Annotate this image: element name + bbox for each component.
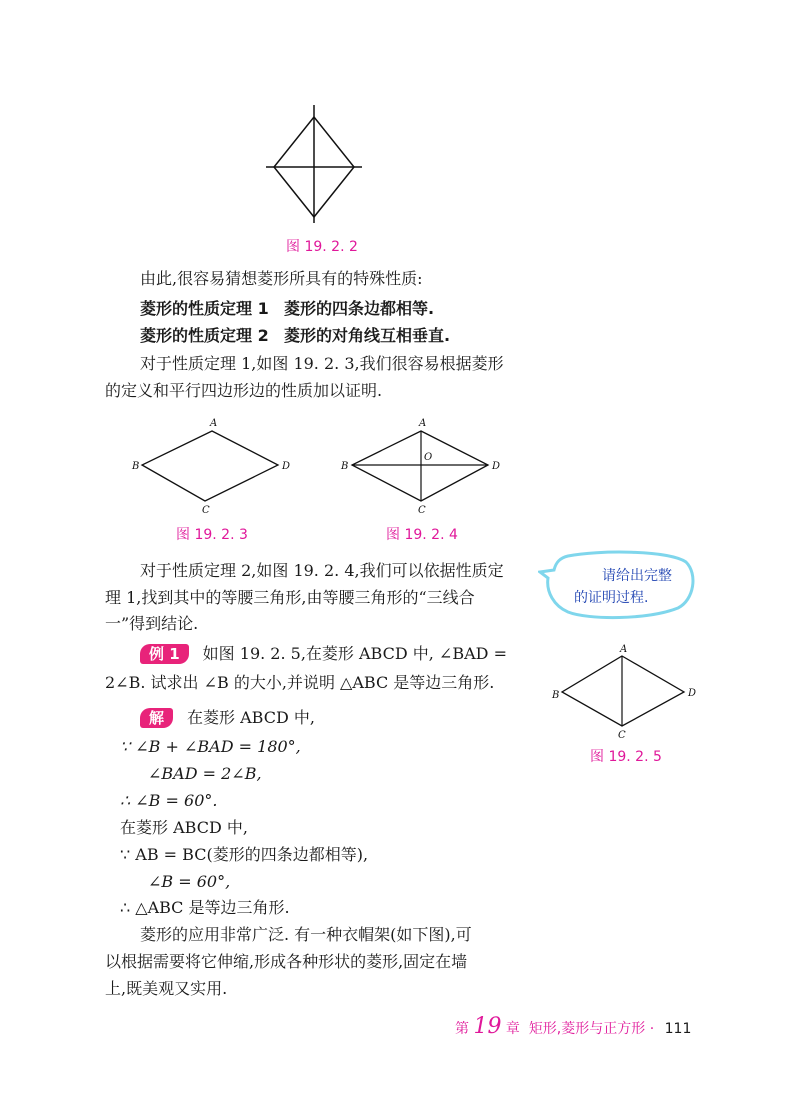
theorem-2-title: 菱形的性质定理 2 xyxy=(140,326,269,345)
label-d: D xyxy=(492,461,501,472)
figure-19-2-2 xyxy=(262,105,366,225)
hint-bubble xyxy=(538,548,698,624)
example-badge: 例 1 xyxy=(140,644,189,664)
label-c: C xyxy=(618,730,626,740)
label-d: D xyxy=(282,461,291,472)
chapter-number: 19 xyxy=(473,1014,502,1039)
theorem-1-body: 菱形的四条边都相等. xyxy=(283,299,435,318)
label-a: A xyxy=(620,644,628,655)
theorem-1-title: 菱形的性质定理 1 xyxy=(140,299,269,318)
solution-line-4: ∴ ∠B = 60°. xyxy=(120,791,218,810)
solution-line-1 xyxy=(140,708,315,728)
paragraph-3-line-1: 菱形的应用非常广泛. 有一种衣帽架(如下图),可 xyxy=(140,925,472,944)
paragraph-2-line-1: 对于性质定理 2,如图 19. 2. 4,我们可以依据性质定 xyxy=(140,561,504,580)
paragraph-3-line-2: 以根据需要将它伸缩,形成各种形状的菱形,固定在墙 xyxy=(105,952,468,971)
label-d: D xyxy=(688,688,697,699)
solution-line-6: ∵ AB = BC(菱形的四条边都相等), xyxy=(120,845,369,864)
rhombus-shape xyxy=(562,656,684,726)
page-footer xyxy=(455,1014,691,1039)
solution-line-2: ∵ ∠B + ∠BAD = 180°, xyxy=(120,737,301,756)
figure-19-2-5 xyxy=(548,642,708,740)
label-c: C xyxy=(418,505,426,515)
label-a: A xyxy=(419,418,427,429)
solution-line-8: ∴ △ABC 是等边三角形. xyxy=(120,898,290,917)
figure-caption-19-2-4: 图 19. 2. 4 xyxy=(386,527,458,543)
chapter-suffix: 章 xyxy=(505,1021,520,1037)
bubble-line-1: 请给出完整 xyxy=(602,568,672,584)
rhombus-shape xyxy=(142,431,278,501)
footer-dot: · xyxy=(649,1021,655,1037)
paragraph-2-line-3: 一”得到结论. xyxy=(105,614,199,633)
example-1-text-1: 如图 19. 2. 5,在菱形 ABCD 中, ∠BAD = xyxy=(202,644,507,663)
page-number: 111 xyxy=(664,1021,692,1037)
label-a: A xyxy=(210,418,218,429)
solution-text-1: 在菱形 ABCD 中, xyxy=(187,708,315,727)
paragraph-1-line-2: 的定义和平行四边形边的性质加以证明. xyxy=(105,381,383,400)
text-intro: 由此,很容易猜想菱形所具有的特殊性质: xyxy=(140,269,423,288)
figure-caption-19-2-3: 图 19. 2. 3 xyxy=(176,527,248,543)
figure-19-2-4 xyxy=(340,415,510,515)
bubble-line-2: 的证明过程. xyxy=(574,590,649,606)
label-b: B xyxy=(341,461,349,472)
theorem-2-body: 菱形的对角线互相垂直. xyxy=(283,326,451,345)
example-1-line-1 xyxy=(140,644,507,664)
label-b: B xyxy=(552,690,560,701)
solution-line-3: ∠BAD = 2∠B, xyxy=(148,764,262,783)
figure-19-2-3 xyxy=(130,415,300,515)
solution-line-5: 在菱形 ABCD 中, xyxy=(120,818,248,837)
paragraph-3-line-3: 上,既美观又实用. xyxy=(105,979,228,998)
rhombus-shape xyxy=(352,431,488,501)
example-1-line-2: 2∠B. 试求出 ∠B 的大小,并说明 △ABC 是等边三角形. xyxy=(105,673,495,692)
label-b: B xyxy=(132,461,140,472)
label-c: C xyxy=(202,505,210,515)
label-o: O xyxy=(424,452,433,463)
figure-caption-19-2-5: 图 19. 2. 5 xyxy=(590,749,662,765)
theorem-1 xyxy=(140,299,434,319)
figure-caption-19-2-2: 图 19. 2. 2 xyxy=(286,239,358,255)
chapter-prefix: 第 xyxy=(455,1021,469,1037)
chapter-title: 矩形,菱形与正方形 xyxy=(528,1021,646,1037)
solution-badge: 解 xyxy=(140,708,173,728)
theorem-2 xyxy=(140,326,450,346)
paragraph-2-line-2: 理 1,找到其中的等腰三角形,由等腰三角形的“三线合 xyxy=(105,588,475,607)
paragraph-1-line-1: 对于性质定理 1,如图 19. 2. 3,我们很容易根据菱形 xyxy=(140,354,504,373)
solution-line-7: ∠B = 60°, xyxy=(148,872,231,891)
